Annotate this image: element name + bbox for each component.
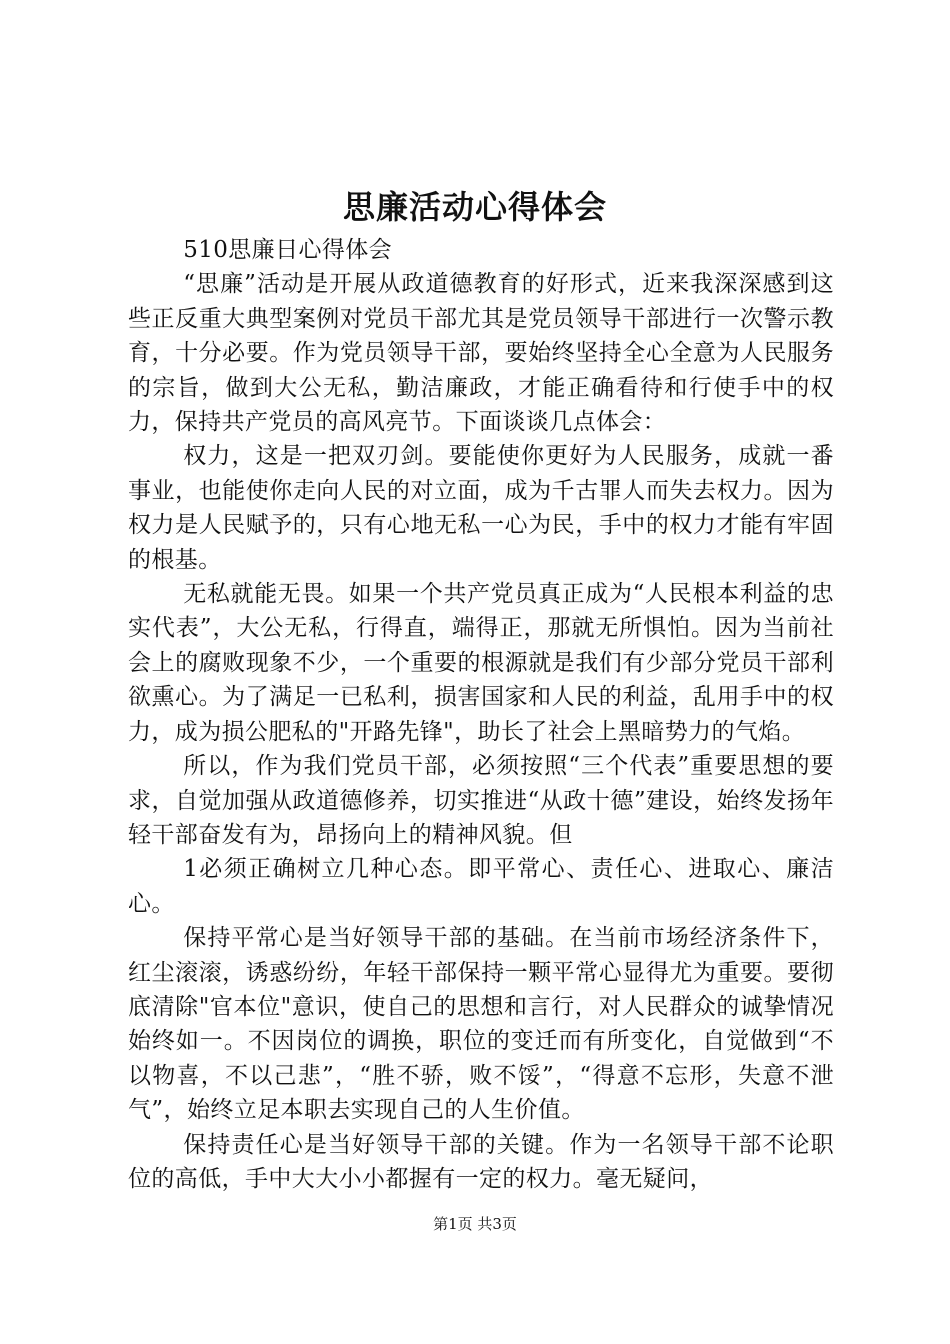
paragraph-therefore: 所以，作为我们党员干部，必须按照“三个代表”重要思想的要求，自觉加强从政道德修养，切实推进“从政十德”建设，始终发扬年轻干部奋发有为，昂扬向上的精神风貌。但 [128,753,834,848]
page-footer: 第1页 共3页 [433,1215,517,1233]
document-body [128,233,834,1196]
paragraph-selfless: 无私就能无畏。如果一个共产党员真正成为“人民根本利益的忠实代表”，大公无私，行得直，端得正，那就无所惧怕。因为当前社会上的腐败现象不少，一个重要的根源就是我们有少部分党员干部利欲熏心。为了满足一已私利，损害国家和人民的利益，乱用手中的权力，成为损公肥私的"开路先锋"，助长了社会上黑暗势力的气焰。 [128,581,834,745]
paragraph-power: 权力，这是一把双刃剑。要能使你更好为人民服务，成就一番事业，也能使你走向人民的对立面，成为千古罪人而失去权力。因为权力是人民赋予的，只有心地无私一心为民，手中的权力才能有牢固的根基。 [128,443,834,573]
paragraph-responsibility: 保持责任心是当好领导干部的关键。作为一名领导干部不论职位的高低，手中大大小小都握有一定的权力。毫无疑问， [128,1131,834,1192]
document-title: 思廉活动心得体会 [342,188,607,226]
paragraph-mindsets: 1必须正确树立几种心态。即平常心、责任心、进取心、廉洁心。 [128,856,834,917]
paragraph-subtitle: 510思廉日心得体会 [183,237,393,263]
paragraph-intro: “思廉”活动是开展从政道德教育的好形式，近来我深深感到这些正反重大典型案例对党员干部尤其是党员领导干部进行一次警示教育，十分必要。作为党员领导干部，要始终坚持全心全意为人民服务的宗旨，做到大公无私，勤洁廉政，才能正确看待和行使手中的权力，保持共产党员的高风亮节。下面谈谈几点体会： [128,271,834,436]
paragraph-ordinary-heart: 保持平常心是当好领导干部的基础。在当前市场经济条件下，红尘滚滚，诱惑纷纷，年轻干部保持一颗平常心显得尤为重要。要彻底清除"官本位"意识，使自己的思想和言行，对人民群众的诚挚情况始终如一。不因岗位的调换，职位的变迁而有所变化，自觉做到“不以物喜，不以己悲”，“胜不骄，败不馁”，“得意不忘形，失意不泄气”，始终立足本职去实现自己的人生价值。 [128,925,834,1124]
